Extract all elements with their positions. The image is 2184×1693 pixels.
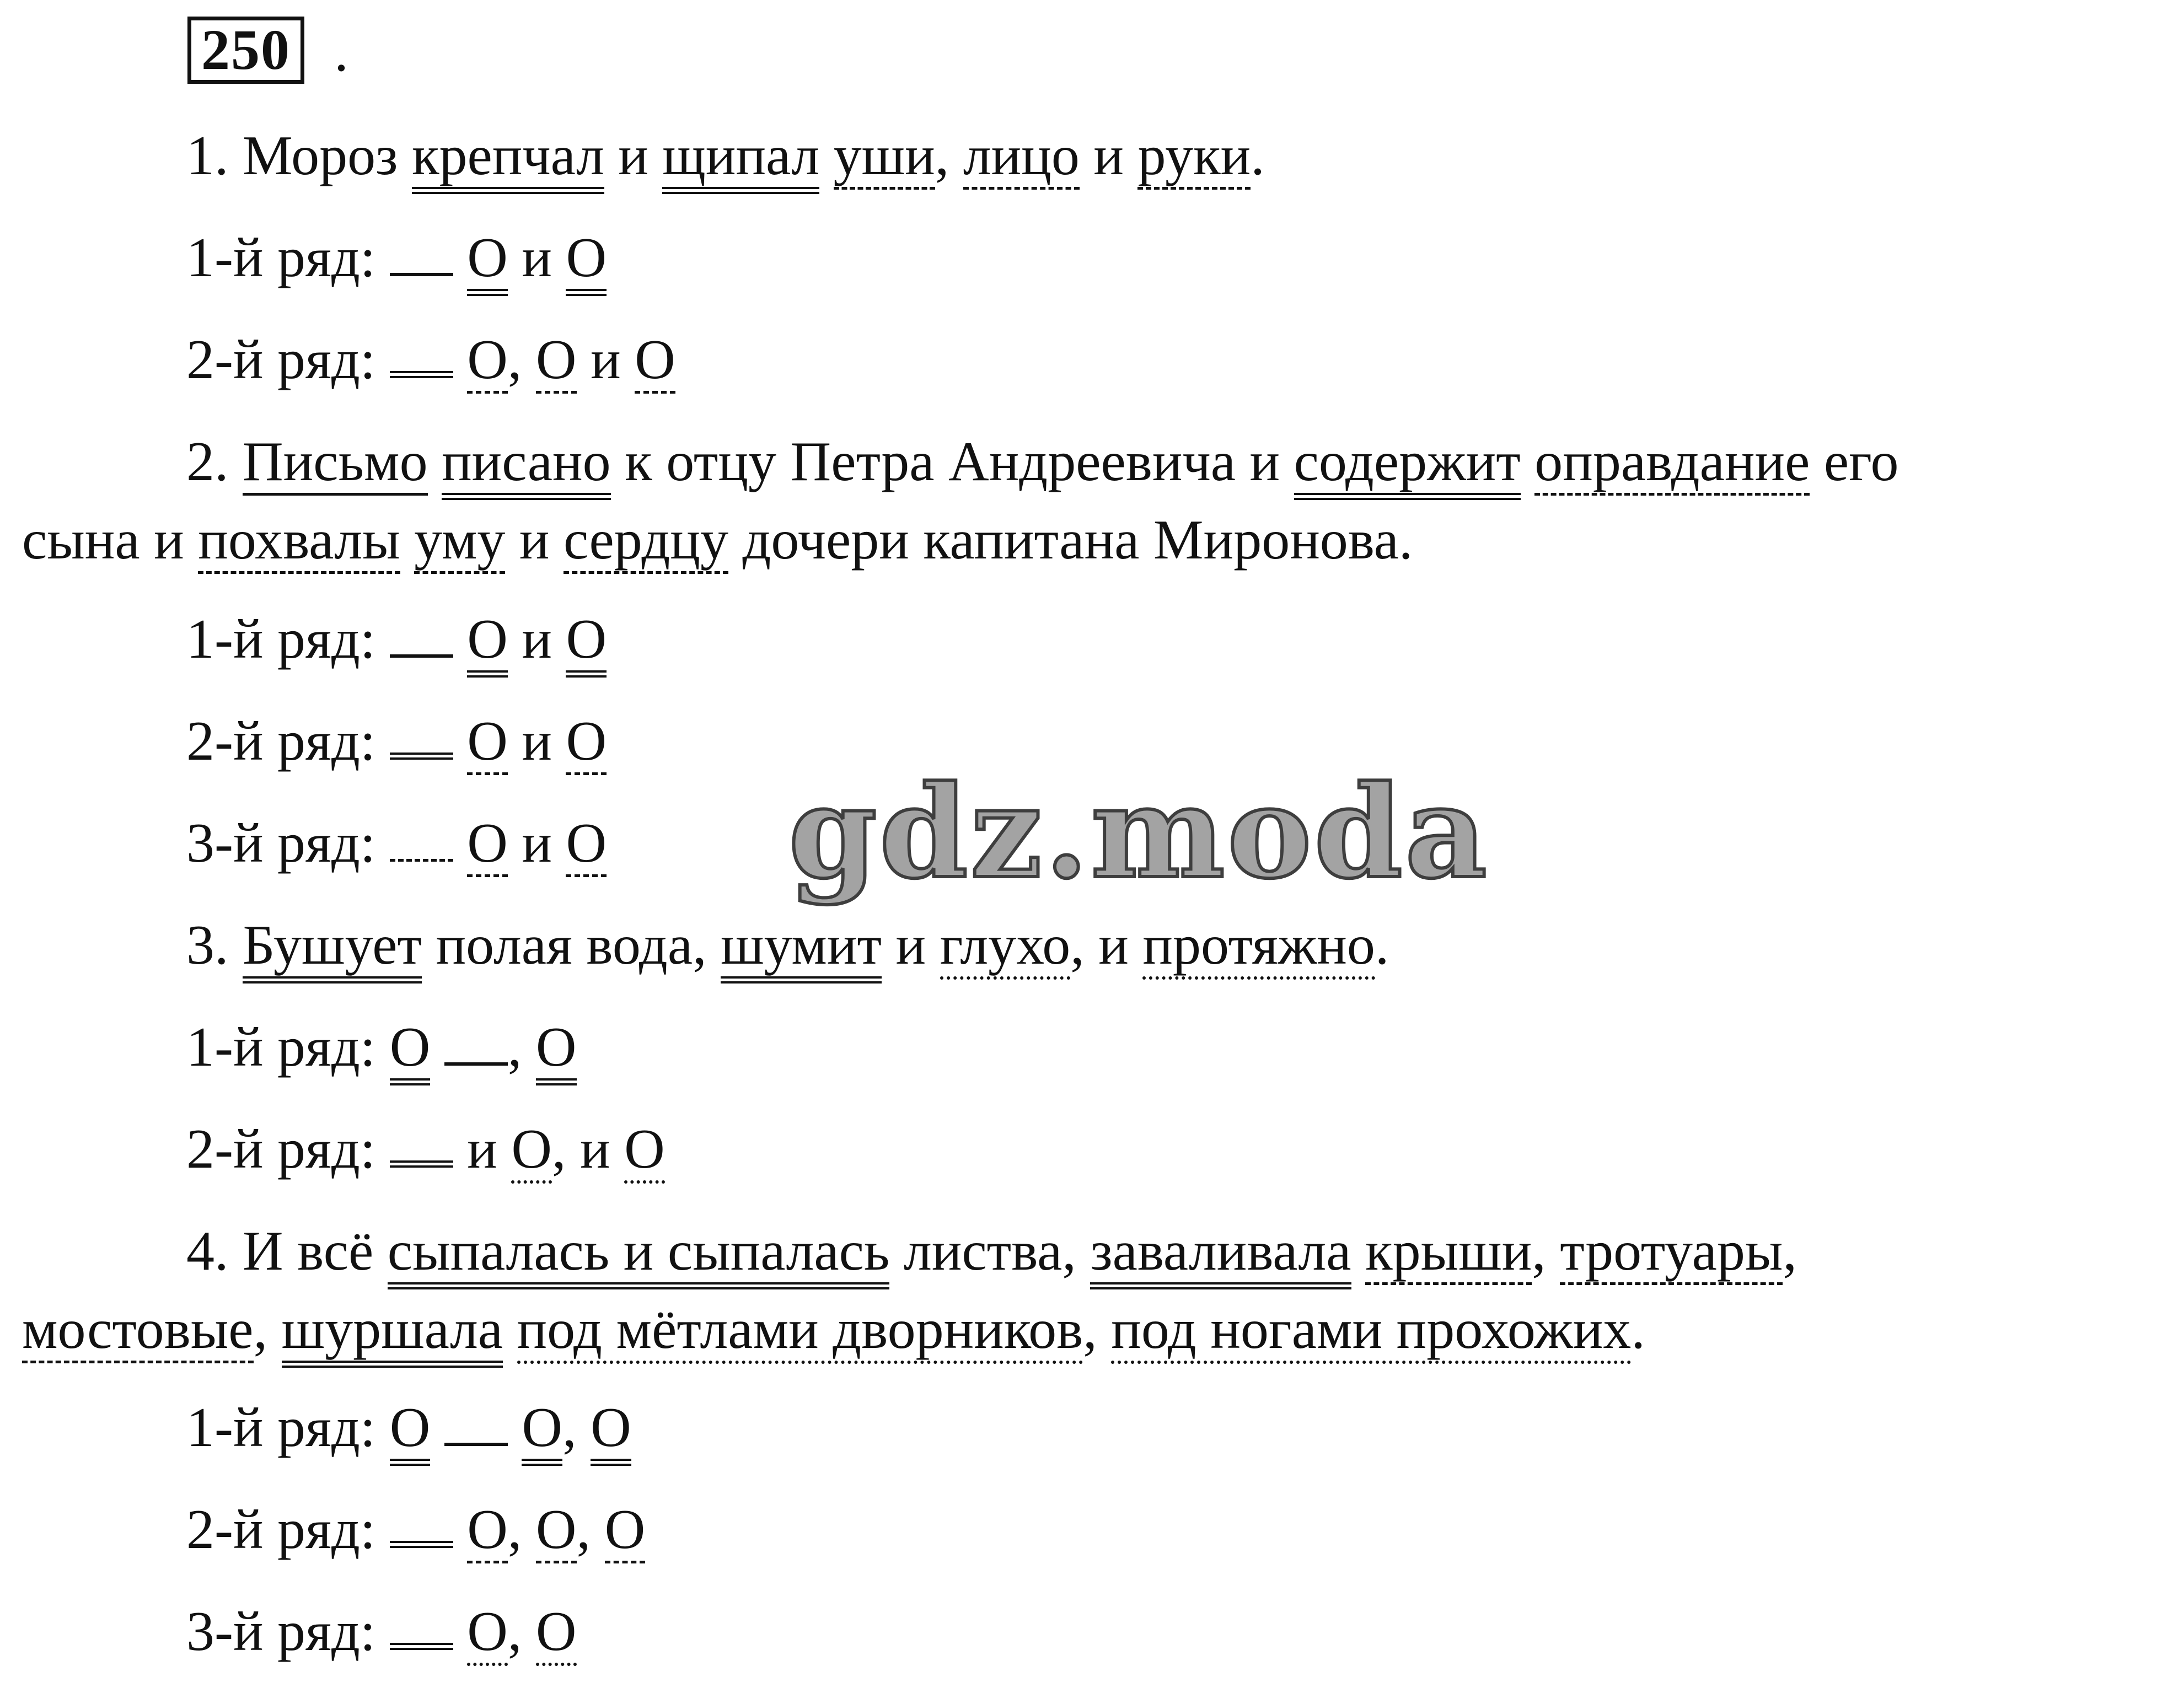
word: сына и: [22, 509, 184, 571]
sentence-number: 4.: [186, 1220, 229, 1282]
exercise-number: 250: [201, 18, 291, 82]
word: и: [1079, 125, 1138, 187]
scheme-1-row-1: [186, 228, 607, 288]
homogeneous-predicate: О: [390, 1396, 431, 1466]
punct: ,: [507, 1600, 522, 1663]
row-label: 3-й ряд:: [186, 1600, 376, 1663]
sentence-number: 1.: [186, 125, 229, 187]
homogeneous-predicate: О: [566, 608, 607, 678]
object: оправдание: [1534, 431, 1810, 496]
homogeneous-predicate: О: [467, 608, 508, 678]
homogeneous-object: О: [605, 1498, 646, 1563]
watermark-logo: gdz.moda: [788, 758, 1489, 907]
sentence-number: 2.: [186, 431, 229, 493]
homogeneous-object: О: [536, 1498, 577, 1563]
sentence-number: 3.: [186, 914, 229, 976]
object: руки: [1137, 125, 1251, 190]
predicate: крепчал: [412, 125, 604, 194]
homogeneous-adverbial: О: [467, 1600, 508, 1666]
word: и: [618, 125, 648, 187]
subject-slot: [444, 1442, 508, 1446]
sentence-4-cont: [22, 1299, 1645, 1360]
predicate-slot: [390, 1540, 453, 1548]
subject-slot: [390, 272, 453, 276]
punct: ,: [253, 1298, 268, 1361]
conjunction: и: [591, 329, 621, 391]
predicate: щипал: [662, 125, 819, 194]
word: полая вода,: [436, 914, 707, 976]
homogeneous-adverbial: О: [536, 1600, 577, 1666]
subject: Письмо: [243, 431, 428, 496]
conjunction: и: [579, 1118, 610, 1180]
homogeneous-adverbial: О: [624, 1118, 665, 1184]
scheme-3-row-2: [186, 1119, 665, 1180]
exercise-number-dot: .: [334, 20, 348, 83]
scheme-2-row-2: [186, 711, 607, 772]
sentence-4: [186, 1221, 1797, 1282]
scheme-4-row-1: [186, 1398, 631, 1458]
predicate-slot: [390, 752, 453, 760]
punct: ,: [1783, 1220, 1797, 1282]
subject-slot: [444, 1062, 508, 1066]
homogeneous-predicate: О: [566, 227, 607, 296]
object: мостовые: [22, 1298, 254, 1363]
sentence-3: [186, 915, 1389, 976]
row-label: 1-й ряд:: [186, 227, 376, 289]
homogeneous-object: О: [467, 812, 508, 877]
word: И всё: [243, 1220, 374, 1282]
word: , и: [1070, 914, 1129, 976]
punct: ,: [1083, 1298, 1097, 1361]
punct: .: [1631, 1298, 1645, 1361]
homogeneous-object: О: [635, 329, 675, 394]
adverbial: под мётлами дворников: [517, 1298, 1083, 1364]
adverbial: под ногами прохожих: [1111, 1298, 1631, 1364]
subject-slot: [390, 654, 453, 658]
word: листва,: [903, 1220, 1076, 1282]
scheme-1-row-2: [186, 330, 675, 390]
row-label: 3-й ряд:: [186, 812, 376, 874]
homogeneous-predicate: О: [390, 1016, 431, 1085]
punct: ,: [576, 1498, 591, 1561]
homogeneous-object: О: [566, 812, 607, 877]
homogeneous-object: О: [536, 329, 577, 394]
homogeneous-object: О: [566, 710, 607, 775]
sentence-2-cont: [22, 510, 1413, 571]
predicate: шумит: [721, 914, 882, 983]
object: уши: [834, 125, 935, 190]
punct: ,: [935, 125, 963, 187]
object: сердцу: [564, 509, 728, 574]
scheme-3-row-1: [186, 1017, 577, 1078]
homogeneous-object: О: [467, 329, 508, 394]
punct: ,: [507, 1016, 522, 1078]
homogeneous-predicate: О: [591, 1396, 631, 1466]
predicate: заваливала: [1090, 1220, 1351, 1289]
row-label: 2-й ряд:: [186, 1498, 376, 1561]
object: уму: [414, 509, 505, 574]
predicate-slot: [390, 1642, 453, 1650]
predicate: сыпалась и сыпалась: [388, 1220, 890, 1289]
word: и: [895, 914, 926, 976]
predicate: содержит: [1294, 431, 1521, 500]
sentence-2: [186, 432, 1898, 492]
predicate: шуршала: [282, 1298, 503, 1368]
homogeneous-predicate: О: [522, 1396, 562, 1466]
object: лицо: [963, 125, 1080, 190]
word: Мороз: [243, 125, 398, 187]
punct: ,: [507, 329, 522, 391]
homogeneous-predicate: О: [467, 227, 508, 296]
scheme-4-row-3: [186, 1601, 577, 1662]
conjunction: и: [467, 1118, 497, 1180]
object: тротуары: [1560, 1220, 1783, 1285]
punct: ,: [551, 1118, 566, 1180]
word: и: [519, 509, 550, 571]
conjunction: и: [522, 812, 552, 874]
exercise-number-box: [187, 17, 304, 84]
row-label: 1-й ряд:: [186, 608, 376, 670]
row-label: 1-й ряд:: [186, 1396, 376, 1459]
sentence-1: [186, 126, 1265, 186]
word: дочери капитана Миронова.: [742, 509, 1413, 571]
word: его: [1823, 431, 1899, 493]
adverbial: протяжно: [1142, 914, 1375, 980]
row-label: 2-й ряд:: [186, 1118, 376, 1180]
adverbial: глухо: [940, 914, 1071, 980]
scheme-2-row-3: [186, 813, 607, 874]
punct: .: [1251, 125, 1265, 187]
scheme-2-row-1: [186, 609, 607, 670]
predicate-slot: [390, 370, 453, 378]
object: похвалы: [198, 509, 400, 574]
homogeneous-adverbial: О: [511, 1118, 552, 1184]
scheme-4-row-2: [186, 1499, 645, 1560]
homogeneous-object: О: [467, 1498, 508, 1563]
punct: ,: [1532, 1220, 1546, 1282]
conjunction: и: [522, 710, 552, 772]
word: к отцу Петра Андреевича и: [625, 431, 1280, 493]
predicate: писано: [442, 431, 611, 500]
predicate-slot: [390, 1160, 453, 1168]
conjunction: и: [522, 227, 552, 289]
row-label: 2-й ряд:: [186, 329, 376, 391]
homogeneous-predicate: О: [536, 1016, 577, 1085]
punct: .: [1375, 914, 1389, 976]
predicate: Бушует: [243, 914, 422, 983]
homogeneous-object: О: [467, 710, 508, 775]
object: крыши: [1365, 1220, 1532, 1285]
row-label: 2-й ряд:: [186, 710, 376, 772]
punct: ,: [562, 1396, 577, 1459]
row-label: 1-й ряд:: [186, 1016, 376, 1078]
punct: ,: [507, 1498, 522, 1561]
object-slot: [390, 858, 453, 862]
conjunction: и: [522, 608, 552, 670]
